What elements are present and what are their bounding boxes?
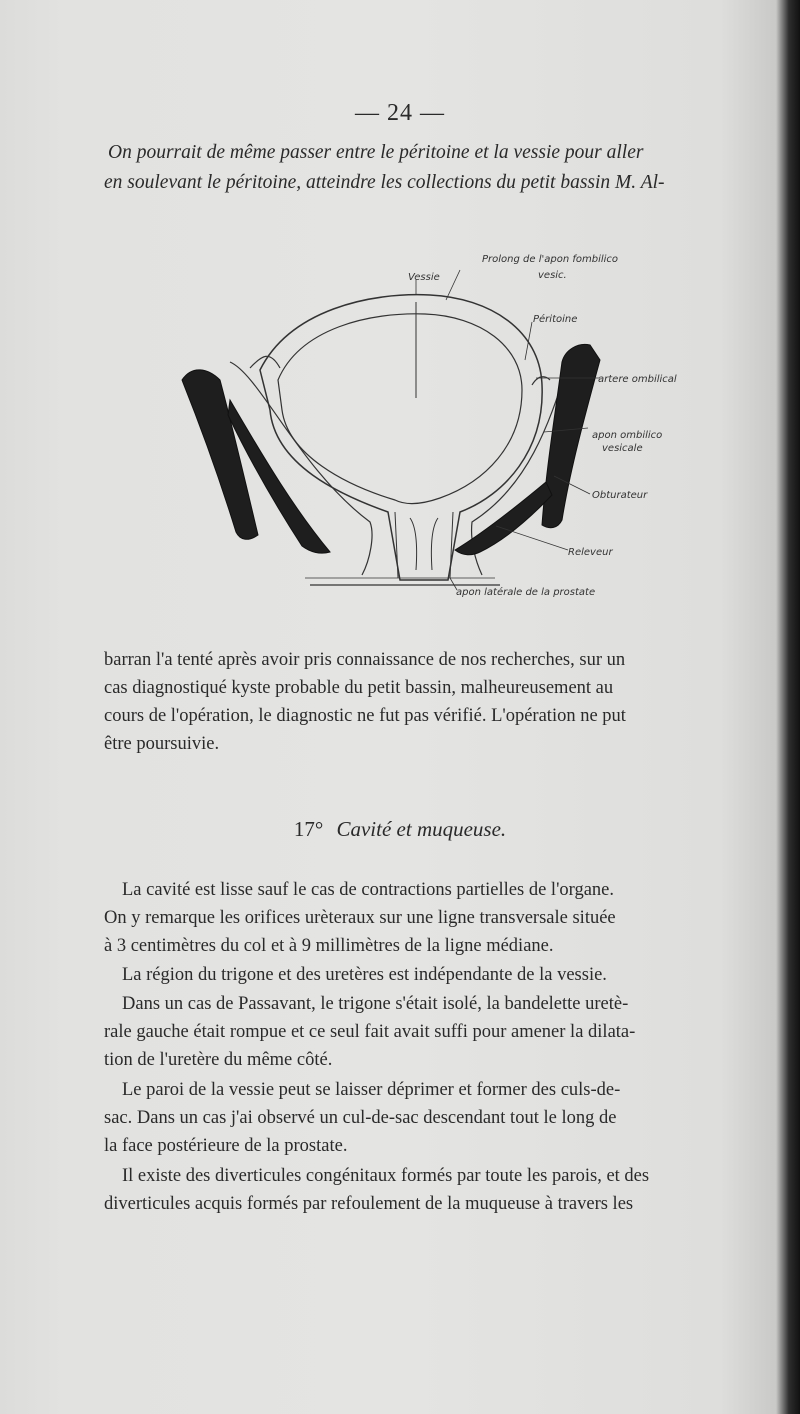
label-vessie: Vessie	[408, 272, 440, 283]
text-line: barran l'a tenté après avoir pris connaissance de nos recherches, sur un	[104, 650, 626, 670]
label-apon-umb: apon ombilico	[592, 430, 663, 441]
text-line: La région du trigone et des uretères est indépendante de la vessie.	[122, 965, 607, 985]
label-apon-lat: apon latérale de la prostate	[456, 587, 596, 598]
text-line: cas diagnostiqué kyste probable du petit bassin, malheureusement au	[104, 678, 614, 698]
label-peritoine: Péritoine	[533, 314, 578, 325]
paragraph-continuation	[104, 646, 768, 758]
paragraph-5	[104, 1162, 768, 1218]
label-apon-umb-2: vesicale	[602, 443, 643, 454]
label-artere: artere ombilical	[598, 374, 677, 385]
text-line: à 3 centimètres du col et à 9 millimètres de la ligne médiane.	[104, 936, 554, 956]
text-line: cours de l'opération, le diagnostic ne fut pas vérifié. L'opération ne put	[104, 706, 626, 726]
text-line: Le paroi de la vessie peut se laisser déprimer et former des culs-de-	[122, 1080, 621, 1100]
text-line: On y remarque les orifices urèteraux sur une ligne transversale située	[104, 908, 616, 928]
section-title: Cavité et muqueuse.	[336, 817, 507, 841]
paragraph-1	[104, 876, 768, 960]
anatomical-figure	[170, 250, 690, 620]
page-number: — 24 —	[355, 100, 445, 126]
text-line: rale gauche était rompue et ce seul fait avait suffi pour amener la dilata-	[104, 1022, 636, 1042]
left-muscle	[182, 370, 258, 539]
text-line: Dans un cas de Passavant, le trigone s'était isolé, la bandelette uretè-	[122, 994, 629, 1014]
text-line: sac. Dans un cas j'ai observé un cul-de-sac descendant tout le long de	[104, 1108, 617, 1128]
intro-line-2: en soulevant le péritoine, atteindre les collections du petit bassin M. Al-	[104, 172, 665, 193]
paragraph-4	[104, 1076, 768, 1160]
text-line: Il existe des diverticules congénitaux formés par toute les parois, et des	[122, 1166, 650, 1186]
paragraph-2	[104, 961, 768, 989]
section-heading	[0, 817, 800, 842]
intro-line-1: On pourrait de même passer entre le péritoine et la vessie pour aller	[108, 142, 644, 163]
label-obturateur: Obturateur	[592, 490, 648, 501]
text-line: La cavité est lisse sauf le cas de contractions partielles de l'organe.	[122, 880, 615, 900]
label-releveur: Releveur	[568, 547, 613, 558]
right-levator	[455, 482, 552, 555]
label-prolong-2: vesic.	[538, 270, 567, 281]
bladder-inner	[278, 314, 522, 504]
text-line: diverticules acquis formés par refoulement de la muqueuse à travers les	[104, 1194, 634, 1214]
label-prolong: Prolong de l'apon fombilico	[482, 254, 619, 265]
text-line: la face postérieure de la prostate.	[104, 1136, 348, 1156]
section-number: 17°	[293, 817, 324, 841]
text-line: être poursuivie.	[104, 734, 220, 754]
text-line: tion de l'uretère du même côté.	[104, 1050, 333, 1070]
paragraph-3	[104, 990, 768, 1074]
